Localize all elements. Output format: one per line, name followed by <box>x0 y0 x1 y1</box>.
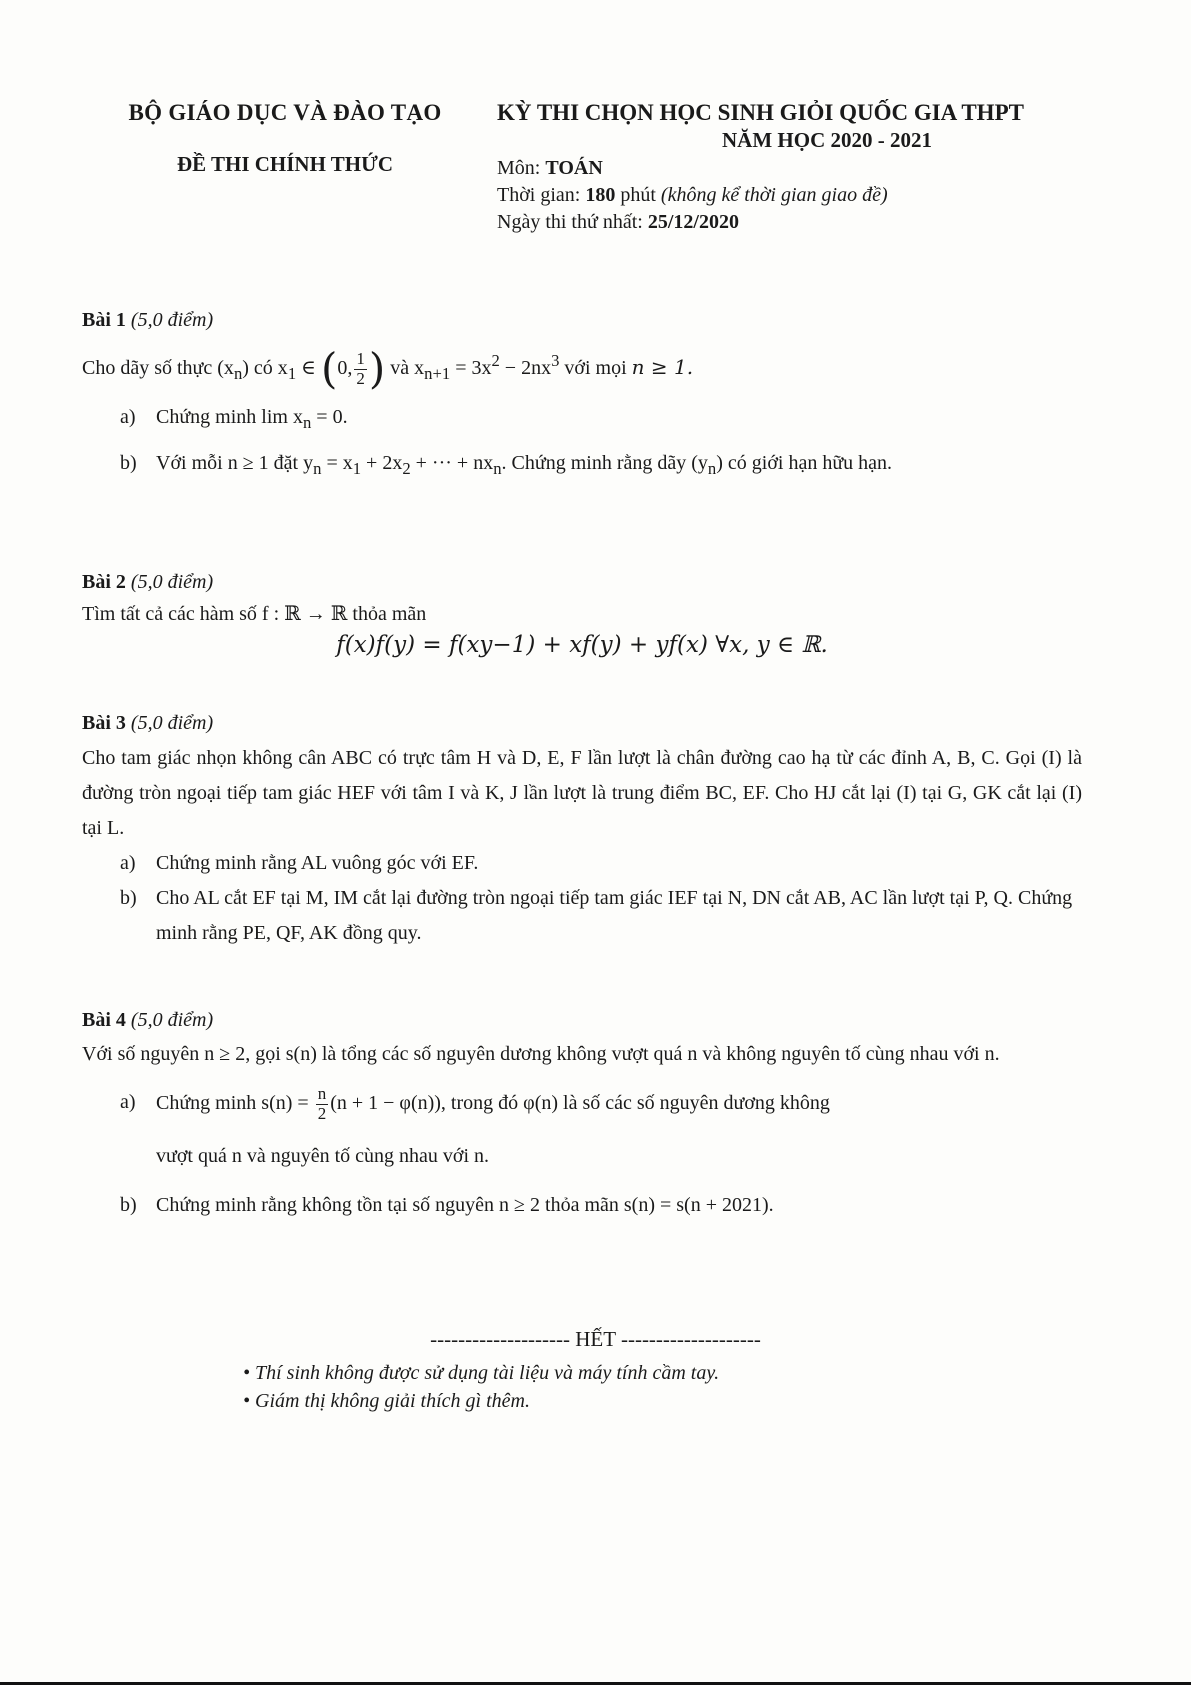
problem-title: Bài 3 (5,0 điểm) <box>82 712 214 734</box>
time-line: Thời gian: 180 phút (không kể thời gian giao đề) <box>497 184 888 206</box>
subject: TOÁN <box>545 157 603 179</box>
header-right <box>497 100 1107 234</box>
problem-statement: Cho tam giác nhọn không cân ABC có trực tâm H và D, E, F lần lượt là chân đường cao hạ từ các đỉnh A, B, C. Gọi (I) là đường tròn ngoại tiếp tam giác HEF với tâm I và K, J lần lượt là trung điểm BC, EF. Cho HJ cắt lại (I) tại G, GK cắt lại (I) tại L. <box>82 747 1082 839</box>
problem-4 <box>82 1003 1082 1223</box>
note-1: • Thí sinh không được sử dụng tài liệu và máy tính cầm tay. <box>243 1362 720 1384</box>
problem-4-part-a-cont: vượt quá n và nguyên tố cùng nhau với n. <box>156 1145 490 1168</box>
note-2: • Giám thị không giải thích gì thêm. <box>243 1390 530 1412</box>
footer-notes <box>243 1359 719 1415</box>
exam-title: KỲ THI CHỌN HỌC SINH GIỎI QUỐC GIA THPT <box>497 100 1024 125</box>
problem-statement: Cho dãy số thực $(x_n)$ có $x_1$ ∈ (0, $\frac{1}{2}$ ) và $x_{n+1} = 3x^2 - 2nx^3$ với mọi n ≥ 1. <box>82 344 694 393</box>
problem-title: Bài 2 (5,0 điểm) <box>82 571 214 593</box>
problem-3 <box>82 706 1082 951</box>
functional-equation: f(x)f(y) = f(xy−1) + xf(y) + yf(x) ∀x, y ∈ ℝ. <box>336 632 828 658</box>
official-label: ĐỀ THI CHÍNH THỨC <box>176 152 394 176</box>
problem-1-part-a: a) Chứng minh $\lim x_n = 0$. <box>120 406 348 433</box>
problem-2 <box>82 570 1082 660</box>
problem-1-part-b: b) Với mỗi n ≥ 1 đặt $y_n = x_1 + 2x_2$ + ··· + $nx_n$. Chứng minh rằng dãy $(y_n)$ có giới hạn hữu hạn. <box>120 451 893 478</box>
problem-statement: Tìm tất cả các hàm số f : ℝ → ℝ thỏa mãn <box>82 603 427 625</box>
school-year: NĂM HỌC 2020 - 2021 <box>722 128 932 152</box>
subject-line: Môn: TOÁN <box>497 157 603 179</box>
date-line: Ngày thi thứ nhất: 25/12/2020 <box>497 211 739 233</box>
problem-4-part-b: b) Chứng minh rằng không tồn tại số nguyên n ≥ 2 thỏa mãn s(n) = s(n + 2021). <box>120 1194 774 1217</box>
header-left <box>95 100 475 177</box>
problem-3-part-b: b) Cho AL cắt EF tại M, IM cắt lại đường tròn ngoại tiếp tam giác IEF tại N, DN cắt AB, AC lần lượt tại P, Q. Chứng minh rằng PE, QF, AK đồng quy. <box>120 887 1073 944</box>
end-marker: -------------------- HẾT -------------------- <box>430 1327 761 1351</box>
ministry-name: BỘ GIÁO DỤC VÀ ĐÀO TẠO <box>128 100 442 125</box>
problem-4-part-a: a) Chứng minh s(n) = $\frac{n}{2}$ (n + 1 − φ(n)), trong đó φ(n) là số các số nguyên dương không <box>120 1084 830 1123</box>
problem-1 <box>82 308 1082 483</box>
problem-3-part-a: a) Chứng minh rằng AL vuông góc với EF. <box>120 852 479 874</box>
problem-title: Bài 4 (5,0 điểm) <box>82 1009 214 1031</box>
problem-title: Bài 1 (5,0 điểm) <box>82 309 214 331</box>
problem-statement: Với số nguyên n ≥ 2, gọi s(n) là tổng các số nguyên dương không vượt quá n và không nguyên tố cùng nhau với n. <box>82 1043 1000 1065</box>
